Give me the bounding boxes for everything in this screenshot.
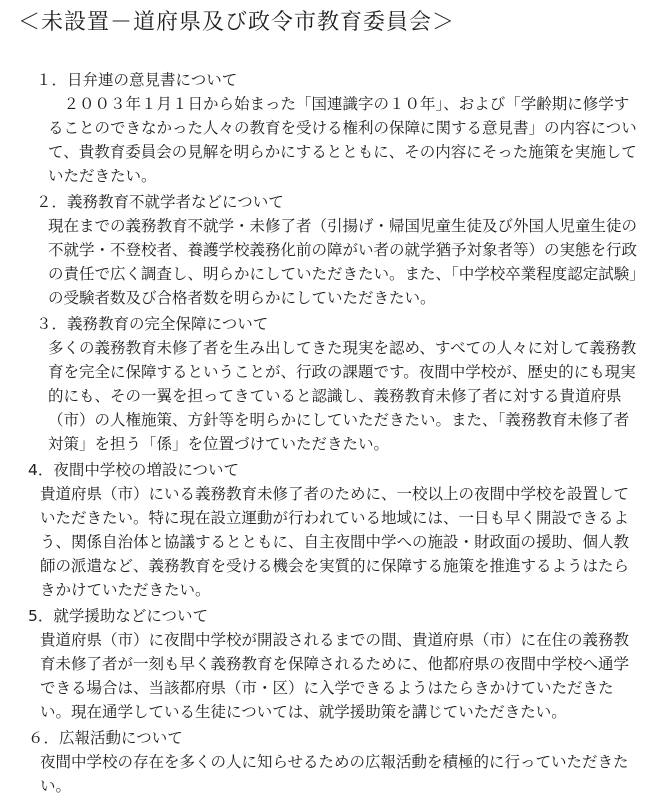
section-3 (18, 312, 644, 456)
section-heading: ２．義務教育不就学者などについて (36, 193, 284, 211)
section-body: 現在までの義務教育不就学・未修了者（引揚げ・帰国児童生徒及び外国人児童生徒の不就学・不登校者、養護学校義務化前の障がい者の就学猶予対象者等）の実態を行政の責任で広く調査し、明らかにしていただきたい。また、「中学校卒業程度認定試験」の受験者数及び合格者数を明らかにしていただきたい。 (48, 217, 638, 307)
document-title: ＜未設置－道府県及び政令市教育委員会＞ (18, 10, 456, 35)
section-heading: ６．広報活動について (28, 729, 183, 747)
section-heading: 5．就学援助などについて (28, 607, 209, 625)
section-body: 夜間中学校の存在を多くの人に知らせるための広報活動を積極的に行っていただきたい。 (40, 753, 629, 795)
section-5 (18, 604, 644, 724)
section-1 (18, 68, 644, 188)
section-body: 貴道府県（市）にいる義務教育未修了者のために、一校以上の夜間中学校を設置していただきたい。特に現在設立運動が行われている地域には、一日も早く開設できるよう、関係自治体と協議するとともに、自主夜間中学への施設・財政面の援助、個人教師の派遣など、義務教育を受ける機会を実質的に保障する施策を推進するようはたらきかけていただきたい。 (40, 485, 630, 599)
section-body: ２００３年１月１日から始まった「国連識字の１０年」、および「学齢期に修学することのできなかった人々の教育を受ける権利の保障に関する意見書」の内容について、貴教育委員会の見解を明らかにするとともに、その内容にそった施策を実施していただきたい。 (48, 95, 637, 185)
section-heading: ３．義務教育の完全保障について (36, 315, 269, 333)
section-heading: 4．夜間中学校の増設について (28, 461, 240, 479)
section-body: 多くの義務教育未修了者を生み出してきた現実を認め、すべての人々に対して義務教育を完全に保障するということが、行政の課題です。夜間中学校が、歴史的にも現実的にも、その一翼を担ってきていると認識し、義務教育未修了者に対する貴道府県（市）の人権施策、方針等を明らかにしていただきたい。また、「義務教育未修了者対策」を担う「係」を位置づけていただきたい。 (48, 339, 637, 453)
section-2 (18, 190, 644, 310)
section-body: 貴道府県（市）に夜間中学校が開設されるまでの間、貴道府県（市）に在住の義務教育未修了者が一刻も早く義務教育を保障されるために、他都府県の夜間中学校へ通学できる場合は、当該都府県（市・区）に入学できるようはたらきかけていただきたい。現在通学している生徒については、就学援助策を講じていただきたい。 (40, 631, 630, 721)
section-6 (18, 726, 644, 798)
section-4 (18, 458, 644, 602)
section-heading: １．日弁連の意見書について (36, 71, 238, 89)
